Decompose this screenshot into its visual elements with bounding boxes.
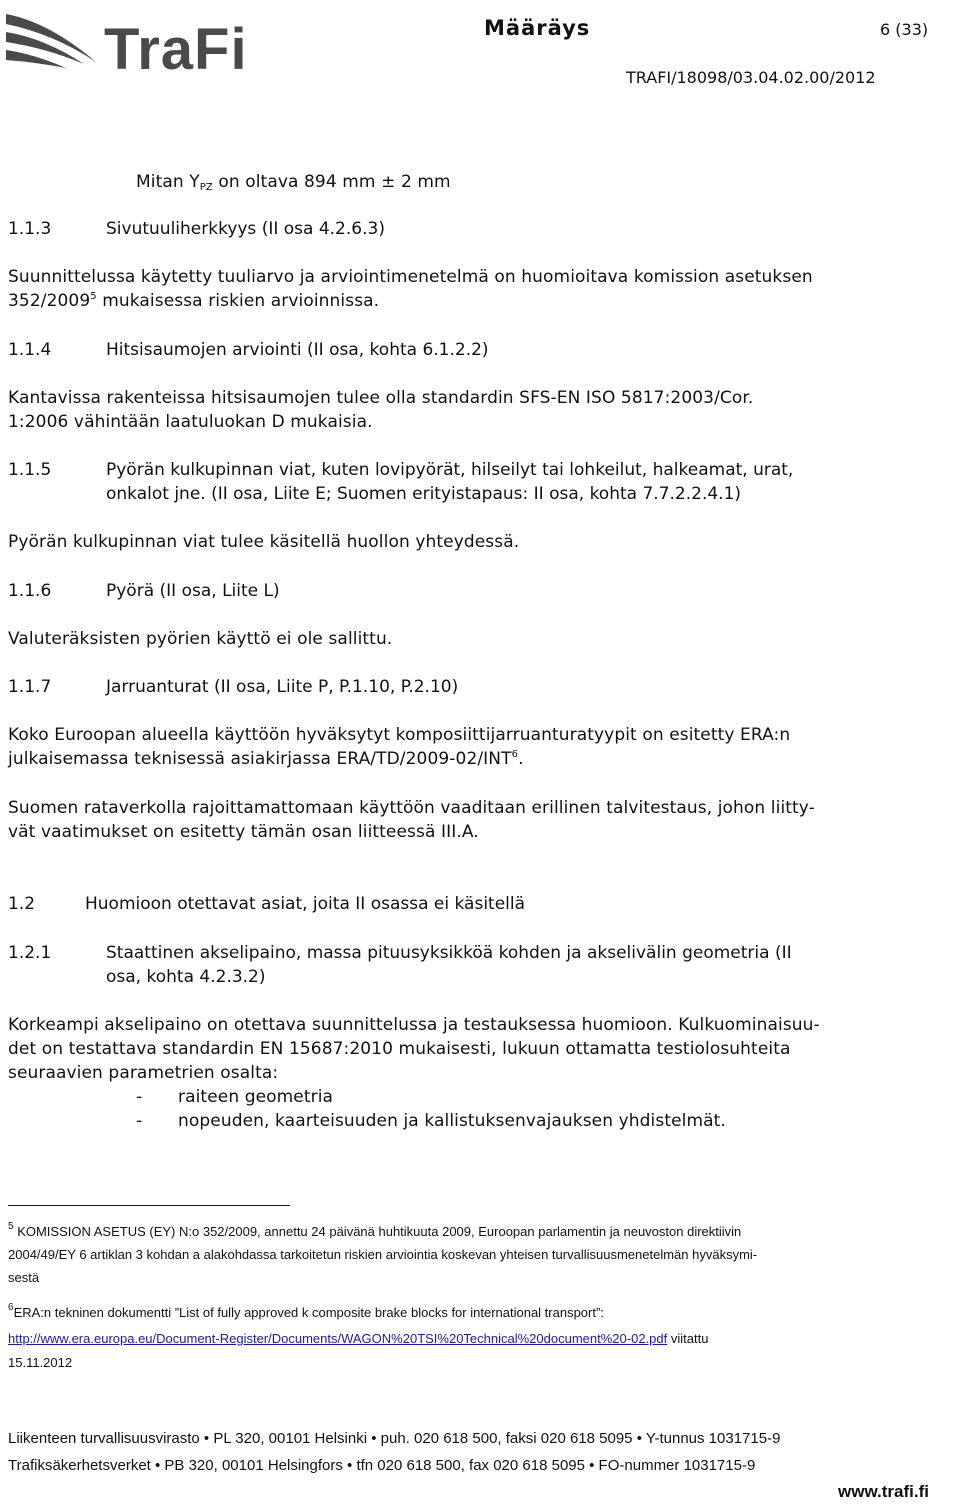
paragraph-1-line1: Suunnittelussa käytetty tuuliarvo ja arviointimenetelmä on huomioitava komission asetuksen: [8, 267, 813, 287]
footnote-5-line2: 2004/49/EY 6 artiklan 3 kohdan a alakohdassa tarkoitetun riskien arviointia koskevan yhteisen turvallisuusmenetelmän hyväksymi-: [8, 1247, 758, 1262]
paragraph-6-line1: Suomen rataverkolla rajoittamattomaan käyttöön vaaditaan erillinen talvitestaus, johon liitty-: [8, 798, 815, 818]
paragraph-4: Valuteräksisten pyörien käyttö ei ole sallittu.: [8, 629, 393, 649]
paragraph-5-line2: julkaisemassa teknisessä asiakirjassa ERA/TD/2009-02/INT$^6$.: [8, 749, 524, 769]
paragraph-7-line1: Korkeampi akselipaino on otettava suunnittelussa ja testauksessa huomioon. Kulkuominaisuu-: [8, 1015, 820, 1035]
bullet-item: raiteen geometria: [178, 1087, 334, 1107]
footnote-6-number: 6: [8, 1302, 14, 1313]
section-1-1-4-heading: Hitsisaumojen arviointi (II osa, kohta 6.1.2.2): [106, 340, 489, 360]
section-1-2-number: 1.2: [8, 894, 36, 914]
footnote-5-line3: sestä: [8, 1270, 40, 1285]
reference-number: TRAFI/18098/03.04.02.00/2012: [626, 68, 876, 87]
footnote-ref-6[interactable]: 6: [511, 749, 519, 760]
paragraph-7-line2: det on testattava standardin EN 15687:2010 mukaisesti, lukuun ottamatta testiolosuhteita: [8, 1039, 791, 1059]
section-1-2-1-number: 1.2.1: [8, 943, 52, 963]
footnote-6-line1: $^6$ERA:n tekninen dokumentti ”List of fully approved k composite brake blocks for international transport”:: [8, 1302, 604, 1320]
section-1-1-3-number: 1.1.3: [8, 219, 52, 239]
page-number: 6 (33): [880, 20, 929, 39]
footnote-5-number: 5: [8, 1221, 14, 1232]
paragraph-2-line1: Kantavissa rakenteissa hitsisaumojen tulee olla standardin SFS-EN ISO 5817:2003/Cor.: [8, 388, 754, 408]
footnote-6-line3: 15.11.2012: [8, 1355, 73, 1370]
footer-line-finnish: Liikenteen turvallisuusvirasto • PL 320, 00101 Helsinki • puh. 020 618 500, faksi 020 618 5095 • Y-tunnus 1031715-9: [8, 1430, 781, 1447]
section-1-1-7-heading: Jarruanturat (II osa, Liite P, P.1.10, P.2.10): [106, 677, 459, 697]
paragraph-5-line1: Koko Euroopan alueella käyttöön hyväksytyt komposiittijarruanturatyypit on esitetty ERA:n: [8, 725, 791, 745]
section-1-2-1-heading-line2: osa, kohta 4.2.3.2): [106, 967, 266, 987]
section-1-1-5-heading-line1: Pyörän kulkupinnan viat, kuten lovipyörät, hilseilyt tai lohkeilut, halkeamat, urat,: [106, 460, 794, 480]
mitan-line: Mitan $Y_{PZ}$ on oltava 894 mm ± 2 mm: [136, 172, 451, 193]
footnote-5-line1: $^5$ KOMISSION ASETUS (EY) N:o 352/2009, annettu 24 päivänä huhtikuuta 2009, Euroopan parlamentin ja neuvoston direktiivin: [8, 1221, 742, 1239]
section-1-2-heading: Huomioon otettavat asiat, joita II osassa ei käsitellä: [85, 894, 526, 914]
footer-website-link[interactable]: www.trafi.fi: [838, 1482, 929, 1501]
section-1-1-4-number: 1.1.4: [8, 340, 52, 360]
bullet-mark: -: [136, 1111, 143, 1131]
section-1-1-6-number: 1.1.6: [8, 581, 52, 601]
document-type: Määräys: [484, 16, 591, 40]
trafi-logo-swoosh-icon: [4, 2, 104, 78]
bullet-mark: -: [136, 1087, 143, 1107]
section-1-1-6-heading: Pyörä (II osa, Liite L): [106, 581, 280, 601]
section-1-1-5-number: 1.1.5: [8, 460, 52, 480]
paragraph-6-line2: vät vaatimukset on esitetty tämän osan liitteessä III.A.: [8, 822, 479, 842]
bullet-item: nopeuden, kaarteisuuden ja kallistuksenvajauksen yhdistelmät.: [178, 1111, 726, 1131]
section-1-1-5-heading-line2: onkalot jne. (II osa, Liite E; Suomen erityistapaus: II osa, kohta 7.7.2.2.4.1): [106, 484, 742, 504]
footnote-ref-5[interactable]: 5: [90, 291, 97, 302]
paragraph-3: Pyörän kulkupinnan viat tulee käsitellä huollon yhteydessä.: [8, 532, 520, 552]
era-document-link[interactable]: http://www.era.europa.eu/Document-Register/Documents/WAGON%20TSI%20Technical%20document%20-02.pdf: [8, 1331, 668, 1346]
paragraph-7-line3: seuraavien parametrien osalta:: [8, 1063, 279, 1083]
paragraph-2-line2: 1:2006 vähintään laatuluokan D mukaisia.: [8, 412, 373, 432]
section-1-1-7-number: 1.1.7: [8, 677, 52, 697]
section-1-1-3-heading: Sivutuuliherkkyys (II osa 4.2.6.3): [106, 219, 385, 239]
footnote-separator: [8, 1205, 290, 1206]
paragraph-1-line2: 352/2009$^5$ mukaisessa riskien arvioinnissa.: [8, 291, 380, 311]
footer-line-swedish: Trafiksäkerhetsverket • PB 320, 00101 Helsingfors • tfn 020 618 500, fax 020 618 5095 • FO-nummer 1031715-9: [8, 1457, 756, 1474]
footnote-6-line2: http://www.era.europa.eu/Document-Register/Documents/WAGON%20TSI%20Technical%20document%20-02.pdf viitattu: [8, 1331, 709, 1346]
section-1-2-1-heading-line1: Staattinen akselipaino, massa pituusyksikköä kohden ja akselivälin geometria (II: [106, 943, 792, 963]
trafi-logo: [4, 2, 248, 82]
logo-text: TraFi: [104, 17, 248, 82]
